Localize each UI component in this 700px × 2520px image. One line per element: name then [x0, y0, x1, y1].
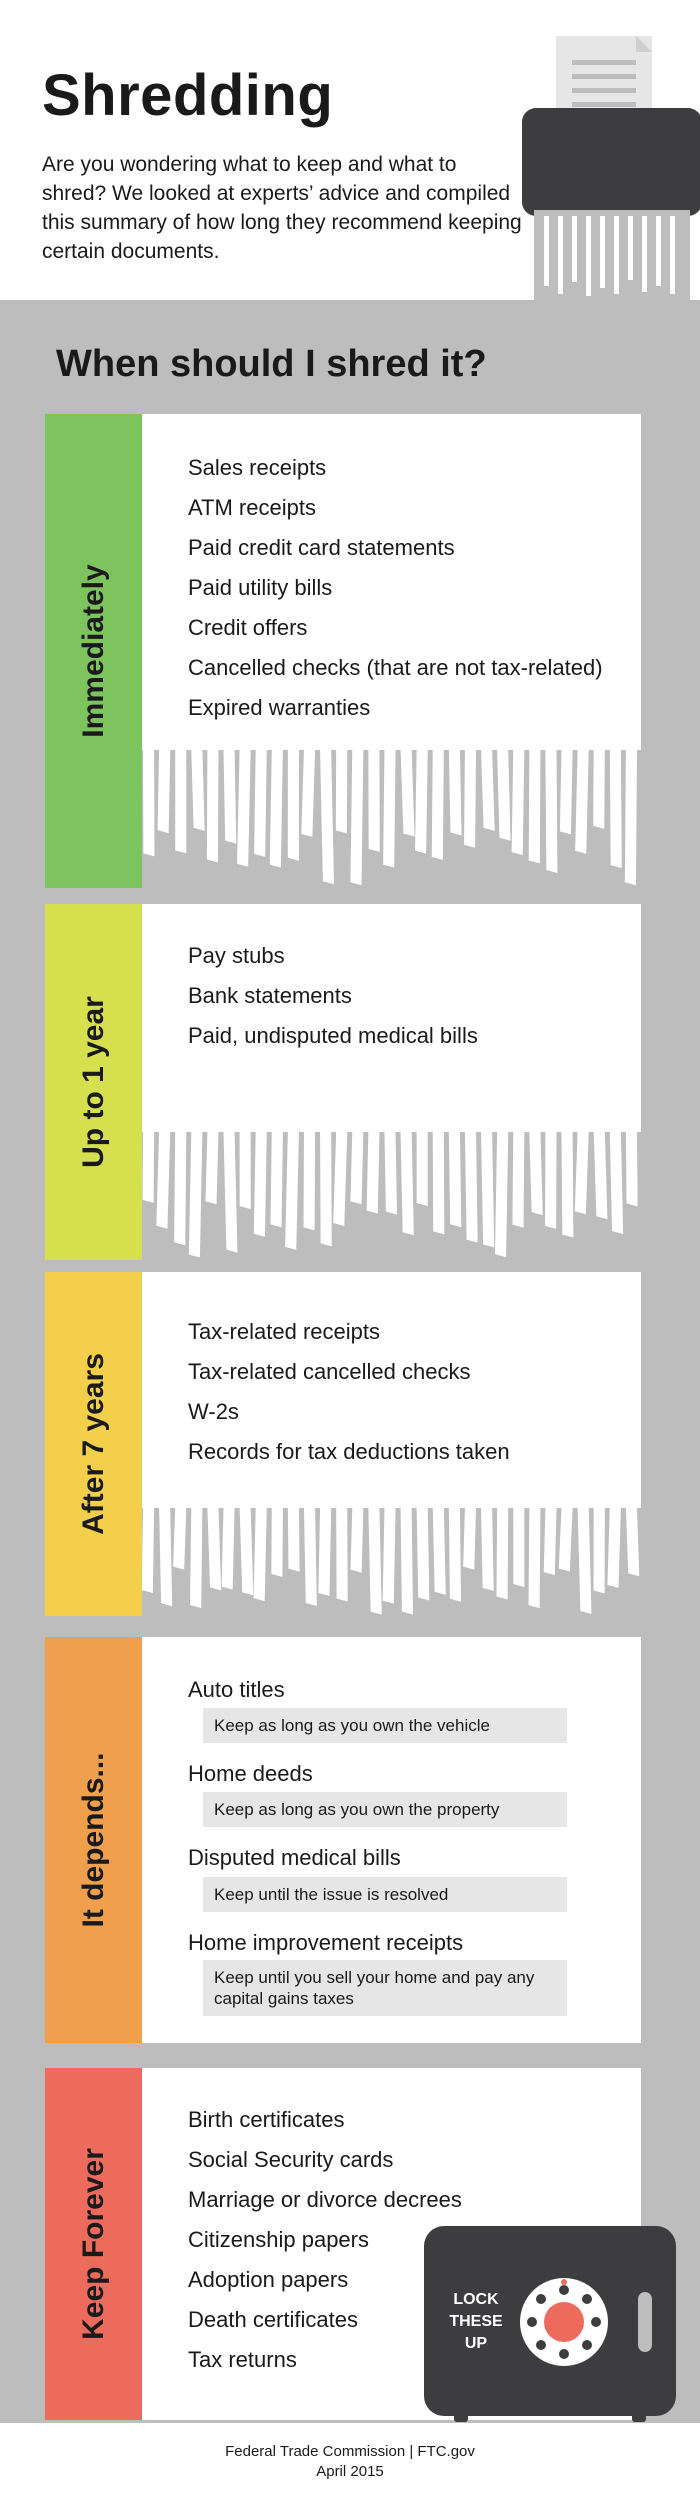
shred-strip	[497, 1508, 509, 1599]
shred-strip	[222, 1508, 235, 1590]
shred-strip	[240, 1132, 251, 1209]
shred-strip	[207, 1508, 221, 1590]
shred-strip	[156, 1132, 170, 1229]
shred-strip	[433, 1132, 445, 1234]
section-heading: When should I shred it?	[56, 343, 487, 385]
list-item: Credit offers	[188, 615, 308, 640]
shred-strip	[594, 1508, 605, 1593]
shred-strip	[301, 750, 315, 837]
section-label: It depends...	[76, 1752, 110, 1928]
list-item: Death certificates	[188, 2307, 358, 2332]
shred-strip	[223, 1132, 237, 1253]
shred-strip	[578, 1508, 592, 1614]
list-item: Marriage or divorce decrees	[188, 2187, 462, 2212]
footer	[0, 2442, 700, 2482]
section-strip	[45, 414, 142, 888]
shred-strip	[594, 1132, 608, 1219]
shred-strip	[497, 750, 510, 841]
shred-strip	[240, 1508, 254, 1595]
intro-text: Are you wondering what to keep and what to shred? We looked at experts’ advice and compiled this summary of how long they recommend keeping certain documents.	[42, 153, 522, 263]
shred-strip	[593, 750, 605, 829]
shred-strip	[560, 750, 573, 834]
shred-strip	[575, 750, 589, 854]
shred-strip	[383, 1508, 396, 1604]
section-strip	[45, 904, 142, 1260]
item-note: Keep until the issue is resolved	[203, 1877, 567, 1912]
page-title: Shredding	[42, 63, 334, 128]
list-item: Paid, undisputed medical bills	[188, 1023, 478, 1048]
shred-strip	[333, 1132, 347, 1226]
section-strip	[45, 1272, 142, 1616]
shred-strip	[368, 1508, 381, 1615]
shred-strip	[529, 1508, 541, 1608]
item-note: Keep as long as you own the property	[203, 1792, 567, 1827]
list-item: Sales receipts	[188, 455, 327, 480]
section-strip	[45, 2068, 142, 2420]
item-list	[188, 936, 478, 1056]
shred-strip	[464, 750, 476, 848]
footer-date: April 2015	[316, 2463, 384, 2480]
shred-strip	[545, 750, 557, 873]
shred-strip	[143, 1132, 155, 1203]
shred-strip	[351, 1508, 364, 1573]
shred-strip	[433, 1508, 446, 1595]
shred-strip	[158, 750, 171, 833]
depends-item: Home deeds	[188, 1761, 313, 1786]
depends-item: Disputed medical bills	[188, 1845, 401, 1870]
list-item: Expired warranties	[188, 695, 371, 720]
shred-strip	[173, 1508, 186, 1570]
shred-strip	[544, 1508, 557, 1575]
shred-strip	[401, 1508, 413, 1614]
shred-strip	[481, 1132, 494, 1247]
shred-strip	[562, 1132, 574, 1238]
shred-strip	[415, 750, 428, 854]
shred-strip	[189, 1132, 203, 1257]
list-item: Paid credit card statements	[188, 535, 455, 560]
section-up-to-1-year	[45, 904, 641, 1260]
shred-strip	[271, 1132, 283, 1227]
shred-strip	[254, 1132, 267, 1237]
shred-strip	[270, 750, 283, 868]
shred-strip	[417, 1132, 428, 1206]
shred-strip	[607, 1508, 621, 1588]
shred-strip	[190, 1508, 202, 1608]
list-item: ATM receipts	[188, 495, 316, 520]
shred-strip	[463, 1508, 476, 1570]
shred-strip	[350, 1132, 363, 1204]
shred-strip	[285, 1132, 299, 1250]
shred-strip	[610, 1132, 623, 1234]
shred-strip	[320, 750, 334, 884]
shred-strip	[626, 1508, 639, 1576]
shred-strip	[449, 1132, 461, 1227]
list-item: Tax-related cancelled checks	[188, 1359, 471, 1384]
shred-strip	[318, 1508, 331, 1596]
shred-strip	[254, 750, 267, 857]
shred-strip	[401, 750, 415, 836]
list-item: Bank statements	[188, 983, 352, 1008]
shred-strip	[271, 1508, 283, 1577]
safe-label-line1: LOCK	[453, 2291, 499, 2308]
list-item: Paid utility bills	[188, 575, 333, 600]
shred-strip	[288, 1508, 300, 1572]
shred-fringe	[142, 1132, 641, 1260]
shred-strip	[143, 750, 154, 856]
shred-strip	[559, 1508, 573, 1571]
shred-strip	[336, 1508, 348, 1601]
shred-strip	[481, 1508, 494, 1591]
shred-strip	[320, 1132, 332, 1246]
shred-strip	[432, 750, 444, 860]
list-item: Tax-related receipts	[188, 1319, 380, 1344]
shred-strip	[512, 750, 525, 855]
shred-strip	[401, 1132, 414, 1235]
shred-strip	[465, 1132, 478, 1243]
shred-strip	[449, 750, 462, 835]
list-item: Birth certificates	[188, 2107, 345, 2132]
depends-item: Home improvement receipts	[188, 1930, 464, 1955]
item-list	[188, 2100, 462, 2380]
list-item: Citizenship papers	[188, 2227, 369, 2252]
list-item: Tax returns	[188, 2347, 297, 2372]
shred-strip	[205, 1132, 218, 1204]
section-immediately	[45, 414, 641, 888]
shred-strip	[223, 750, 236, 844]
shred-strip	[626, 1132, 638, 1206]
section-strip	[45, 1637, 142, 2043]
shred-strip	[159, 1508, 172, 1606]
shred-fringe	[142, 750, 641, 888]
list-item: W-2s	[188, 1399, 239, 1424]
safe-icon	[424, 2226, 676, 2424]
list-item: Social Security cards	[188, 2147, 394, 2172]
shred-fringe	[142, 1508, 641, 1616]
shred-strip	[625, 750, 637, 885]
shred-strip	[529, 1132, 542, 1215]
shred-strip	[513, 1508, 524, 1587]
shred-strip	[545, 1132, 556, 1229]
item-list	[188, 1312, 510, 1472]
shred-strip	[512, 1132, 524, 1228]
shred-strip	[449, 1508, 461, 1602]
item-note: Keep as long as you own the vehicle	[203, 1708, 567, 1743]
shred-strip	[610, 750, 622, 868]
list-item: Pay stubs	[188, 943, 285, 968]
shred-strip	[417, 1508, 430, 1600]
footer-credit: Federal Trade Commission | FTC.gov	[225, 2443, 475, 2460]
section-label: Immediately	[76, 564, 110, 738]
shred-strip	[368, 750, 379, 852]
item-list	[188, 448, 603, 728]
shred-strip	[350, 750, 363, 885]
shred-strip	[383, 750, 395, 868]
shred-strip	[142, 1508, 154, 1593]
shred-strip	[495, 1132, 508, 1257]
shred-strip	[336, 750, 347, 833]
item-note: Keep until you sell your home and pay any capital gains taxes	[203, 1960, 567, 2016]
section-after-7-years	[45, 1272, 641, 1616]
shred-strip	[481, 750, 495, 831]
section-label: Up to 1 year	[76, 996, 110, 1168]
shred-strip	[304, 1132, 316, 1230]
list-item: Cancelled checks (that are not tax-related)	[188, 655, 603, 680]
shred-strip	[384, 1132, 397, 1215]
shred-strip	[174, 1132, 186, 1245]
list-item: Records for tax deductions taken	[188, 1439, 510, 1464]
section-label: After 7 years	[76, 1353, 110, 1535]
shred-strip	[288, 750, 299, 861]
shred-strip	[367, 1132, 380, 1214]
shred-strip	[175, 750, 186, 853]
shred-strip	[207, 750, 219, 863]
shred-strip	[575, 1132, 589, 1214]
section-it-depends	[45, 1637, 641, 2043]
shred-strip	[529, 750, 541, 863]
shred-strip	[304, 1508, 317, 1606]
shredder-icon	[508, 30, 700, 300]
shred-strip	[191, 750, 204, 831]
list-item: Adoption papers	[188, 2267, 349, 2292]
section-label: Keep Forever	[76, 2148, 110, 2340]
shred-strip	[254, 1508, 267, 1601]
depends-item: Auto titles	[188, 1677, 285, 1702]
safe-label-line2: THESE	[449, 2313, 503, 2330]
safe-label-line3: UP	[464, 2335, 488, 2352]
shred-strip	[237, 750, 251, 867]
